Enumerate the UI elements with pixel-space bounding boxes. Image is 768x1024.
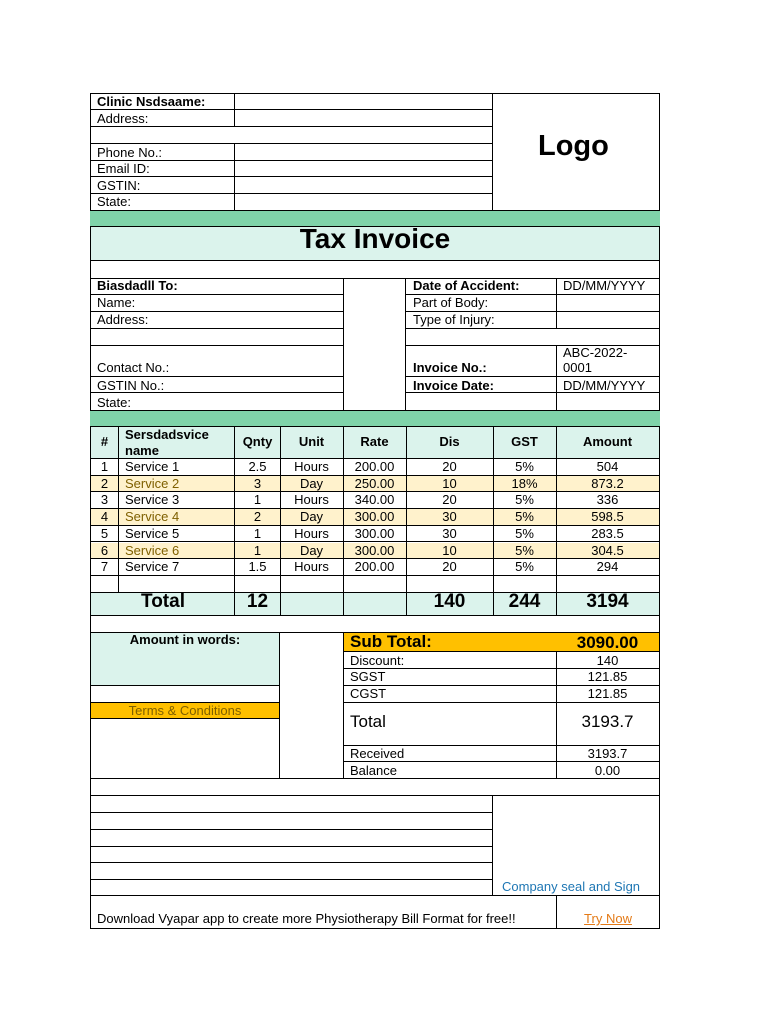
footer-spacer-row [90, 779, 660, 796]
cell-rate: 200.00 [354, 559, 395, 575]
cell-number: 5 [100, 525, 109, 541]
clinic-blank-row [90, 127, 493, 144]
cell-service: Service 1 [125, 459, 180, 474]
invoice-no-value-1: ABC-2022- [563, 345, 628, 360]
discount-label: Discount: [350, 653, 405, 668]
cell-rate: 300.00 [354, 525, 395, 541]
cell-qty: 1 [253, 525, 262, 541]
company-seal-label: Company seal and Sign [502, 879, 641, 894]
received-label: Received [350, 746, 405, 761]
cell-rate: 250.00 [354, 475, 395, 491]
grand-total-value: 3193.7 [581, 712, 634, 731]
sgst-value: 121.85 [587, 669, 628, 684]
cell-qty: 1 [253, 542, 262, 558]
cell-gst: 5% [515, 509, 534, 525]
cell-number: 3 [100, 492, 109, 508]
bill-gstin-label: GSTIN No.: [97, 378, 165, 393]
cell-amount: 504 [596, 459, 619, 474]
grand-total-label: Total [350, 712, 386, 731]
balance-value: 0.00 [594, 763, 621, 778]
cell-dis: 10 [442, 542, 457, 558]
cell-qty: 3 [253, 475, 262, 491]
col-header-number: # [100, 434, 109, 449]
col-divider [118, 427, 119, 593]
col-header-service-1: Sersdadsvice [125, 427, 209, 442]
cell-unit: Day [299, 475, 324, 491]
cell-gst: 5% [515, 459, 534, 474]
cell-dis: 10 [442, 475, 457, 491]
cell-service: Service 2 [125, 475, 180, 491]
clinic-col-divider-top [234, 93, 235, 127]
col-header-amount: Amount [582, 434, 633, 449]
clinic-email-label: Email ID: [97, 161, 150, 176]
cell-amount: 283.5 [591, 525, 624, 541]
cell-qty: 1 [253, 492, 262, 508]
cell-service: Service 5 [125, 525, 180, 541]
body-part-label: Part of Body: [413, 295, 489, 310]
accident-date-label: Date of Accident: [413, 278, 520, 293]
cell-gst: 18% [511, 475, 538, 491]
amount-words-label: Amount in words: [129, 632, 241, 647]
cell-dis: 30 [442, 525, 457, 541]
cell-unit: Day [299, 509, 324, 525]
table-top-band [90, 410, 660, 427]
summary-left-divider [279, 633, 280, 779]
cell-gst: 5% [515, 525, 534, 541]
invoice-date-label: Invoice Date: [413, 378, 494, 393]
detail-divider-bottom [556, 346, 557, 410]
cell-number: 4 [100, 509, 109, 525]
invoice-title: Tax Invoice [299, 223, 451, 254]
cell-rate: 300.00 [354, 542, 395, 558]
title-spacer-row [90, 261, 660, 279]
injury-type-label: Type of Injury: [413, 312, 495, 327]
col-divider [556, 427, 557, 616]
clinic-address-label: Address: [97, 111, 149, 126]
col-header-qty: Qnty [242, 434, 273, 449]
amount-words-blank [90, 686, 280, 703]
cell-amount: 294 [596, 559, 619, 575]
clinic-name-label: Clinic Nsdsaame: [97, 94, 206, 109]
clinic-phone-label: Phone No.: [97, 145, 163, 160]
col-header-gst: GST [511, 434, 538, 449]
terms-label: Terms & Conditions [128, 703, 242, 718]
cell-number: 7 [100, 559, 109, 575]
balance-label: Balance [350, 763, 397, 778]
cell-qty: 1.5 [248, 559, 267, 575]
total-amount: 3194 [586, 591, 629, 612]
cgst-label: CGST [350, 686, 387, 701]
col-header-dis: Dis [439, 434, 460, 449]
promo-text: Download Vyapar app to create more Physiotherapy Bill Format for free!! [97, 911, 516, 926]
cell-dis: 20 [442, 559, 457, 575]
cell-amount: 336 [596, 492, 619, 508]
logo-divider [492, 93, 493, 211]
col-divider [280, 427, 281, 616]
clinic-state-label: State: [97, 194, 131, 209]
col-header-service-2: name [125, 443, 159, 458]
notes-line [90, 847, 493, 863]
cell-gst: 5% [515, 542, 534, 558]
try-now-link[interactable]: Try Now [584, 911, 632, 926]
col-header-rate: Rate [360, 434, 389, 449]
cell-dis: 30 [442, 509, 457, 525]
received-value: 3193.7 [587, 746, 628, 761]
cell-amount: 873.2 [591, 475, 624, 491]
cell-unit: Hours [294, 559, 329, 575]
bill-gap-column [343, 279, 406, 410]
cell-number: 2 [100, 475, 109, 491]
bill-address-label: Address: [97, 312, 149, 327]
notes-line [90, 796, 493, 813]
notes-line [90, 830, 493, 847]
summary-spacer-row [90, 616, 660, 633]
cell-number: 6 [100, 542, 109, 558]
subtotal-label: Sub Total: [350, 632, 432, 651]
notes-line [90, 813, 493, 830]
logo-placeholder: Logo [538, 130, 609, 162]
accident-date-value: DD/MM/YYYY [563, 278, 646, 293]
bill-name-label: Name: [97, 295, 136, 310]
clinic-address-row [90, 110, 493, 127]
sgst-label: SGST [350, 669, 386, 684]
cell-dis: 20 [442, 492, 457, 508]
bill-to-heading: Biasdadll To: [97, 278, 178, 293]
bill-state-label: State: [97, 395, 131, 410]
col-header-unit: Unit [298, 434, 325, 449]
col-divider [343, 427, 344, 616]
cell-rate: 340.00 [354, 492, 395, 508]
total-qty: 12 [246, 591, 269, 612]
cell-service: Service 4 [125, 509, 180, 525]
cell-unit: Hours [294, 525, 329, 541]
notes-line [90, 863, 493, 880]
cell-service: Service 6 [125, 542, 180, 558]
total-dis: 140 [433, 591, 466, 612]
invoice-date-value: DD/MM/YYYY [563, 378, 646, 393]
bill-contact-label: Contact No.: [97, 360, 170, 375]
clinic-gstin-label: GSTIN: [97, 178, 141, 193]
cell-amount: 598.5 [591, 509, 624, 525]
cell-rate: 300.00 [354, 509, 395, 525]
col-divider [406, 427, 407, 616]
clinic-gstin-row [90, 177, 493, 194]
total-gst: 244 [508, 591, 541, 612]
cell-dis: 20 [442, 459, 457, 474]
discount-value: 140 [596, 653, 619, 668]
total-label: Total [141, 591, 185, 612]
subtotal-value: 3090.00 [576, 633, 639, 652]
invoice-no-value-2: 0001 [563, 360, 592, 375]
cell-service: Service 3 [125, 492, 180, 508]
cell-qty: 2.5 [248, 459, 267, 474]
col-divider [234, 427, 235, 616]
cell-rate: 200.00 [354, 459, 395, 474]
cgst-value: 121.85 [587, 686, 628, 701]
cell-service: Service 7 [125, 559, 180, 575]
cell-unit: Hours [294, 492, 329, 508]
invoice-no-label: Invoice No.: [413, 360, 487, 375]
cell-qty: 2 [253, 509, 262, 525]
cell-gst: 5% [515, 492, 534, 508]
cell-unit: Hours [294, 459, 329, 474]
cell-gst: 5% [515, 559, 534, 575]
detail-divider-top [556, 279, 557, 329]
clinic-col-divider-bottom [234, 144, 235, 211]
cell-amount: 304.5 [591, 542, 624, 558]
cell-unit: Day [299, 542, 324, 558]
col-divider [493, 427, 494, 616]
clinic-email-row [90, 161, 493, 177]
cell-number: 1 [100, 459, 109, 474]
